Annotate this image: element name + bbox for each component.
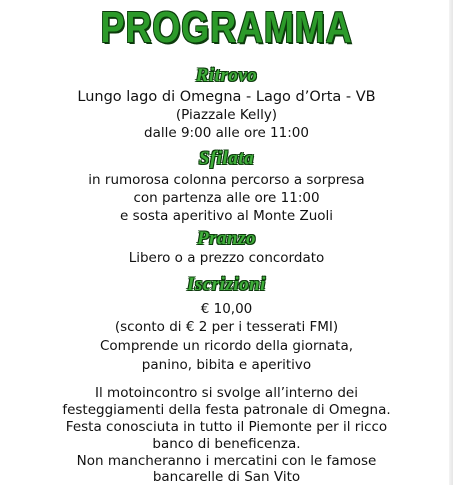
sfilata-line-3: e sosta aperitivo al Monte Zuoli	[119, 208, 334, 224]
ritrovo-line-1: Lungo lago di Omegna - Lago d’Orta - VB	[77, 89, 376, 105]
footer-line-4: banco di beneficenza.	[152, 436, 301, 452]
iscrizioni-line-4: panino, bibita e aperitivo	[141, 357, 312, 373]
page-title: PROGRAMMA	[100, 3, 353, 52]
footer-line-6: bancarelle di San Vito	[152, 469, 301, 485]
ritrovo-line-3: dalle 9:00 alle ore 11:00	[144, 125, 309, 141]
section-heading-ritrovo: Ritrovo	[195, 65, 258, 86]
scan-edge	[449, 0, 453, 485]
iscrizioni-line-1: € 10,00	[200, 301, 253, 317]
footer-line-5: Non mancheranno i mercatini con le famose	[76, 453, 377, 469]
footer-line-2: festeggiamenti della festa patronale di Omegna.	[62, 402, 391, 418]
section-heading-sfilata: Sfilata	[198, 148, 255, 169]
pranzo-line-1: Libero o a prezzo concordato	[128, 250, 325, 266]
sfilata-line-2: con partenza alle ore 11:00	[133, 190, 320, 206]
iscrizioni-line-2: (sconto di € 2 per i tesserati FMI)	[114, 319, 339, 335]
section-heading-iscrizioni: Iscrizioni	[187, 274, 266, 295]
ritrovo-line-2: (Piazzale Kelly)	[175, 107, 278, 123]
footer-line-1: Il motoincontro si svolge all’interno dei	[95, 385, 358, 401]
section-heading-pranzo: Pranzo	[197, 228, 256, 249]
sfilata-line-1: in rumorosa colonna percorso a sorpresa	[88, 172, 365, 188]
iscrizioni-line-3: Comprende un ricordo della giornata,	[99, 338, 354, 354]
footer-line-3: Festa conosciuta in tutto il Piemonte per il ricco	[65, 419, 388, 435]
